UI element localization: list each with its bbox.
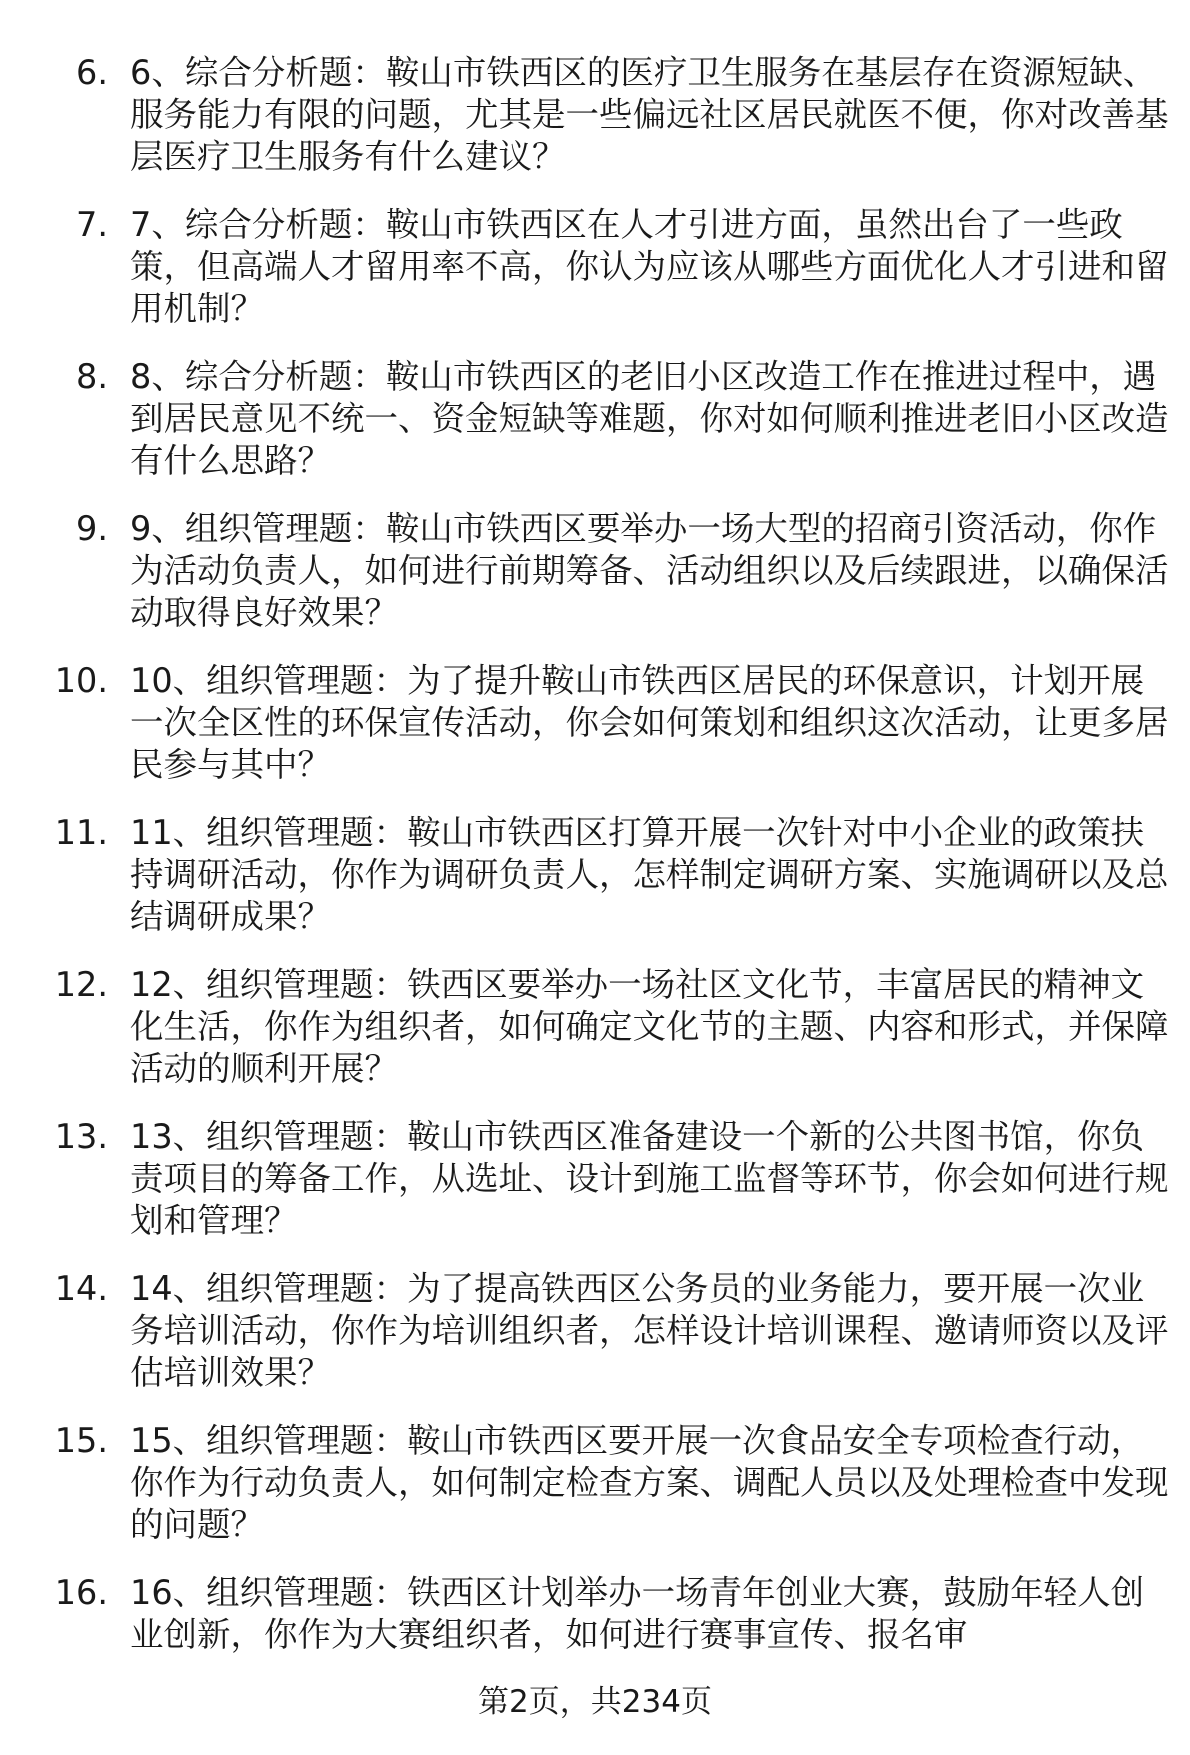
question-item bbox=[0, 1572, 1190, 1656]
question-item bbox=[0, 1268, 1190, 1394]
question-number: 14. bbox=[54, 1269, 108, 1308]
question-item bbox=[0, 964, 1190, 1090]
question-item bbox=[0, 1420, 1190, 1546]
question-item bbox=[0, 356, 1190, 482]
question-text: 9、组织管理题：鞍山市铁西区要举办一场大型的招商引资活动，你作为活动负责人，如何进行前期筹备、活动组织以及后续跟进，以确保活动取得良好效果？ bbox=[130, 509, 1169, 632]
question-text: 13、组织管理题：鞍山市铁西区准备建设一个新的公共图书馆，你负责项目的筹备工作，从选址、设计到施工监督等环节，你会如何进行规划和管理？ bbox=[130, 1117, 1169, 1240]
question-text: 11、组织管理题：鞍山市铁西区打算开展一次针对中小企业的政策扶持调研活动，你作为调研负责人，怎样制定调研方案、实施调研以及总结调研成果？ bbox=[130, 813, 1169, 936]
question-item bbox=[0, 204, 1190, 330]
question-item bbox=[0, 52, 1190, 178]
question-text: 15、组织管理题：鞍山市铁西区要开展一次食品安全专项检查行动，你作为行动负责人，如何制定检查方案、调配人员以及处理检查中发现的问题？ bbox=[130, 1421, 1169, 1544]
question-number: 12. bbox=[54, 965, 108, 1004]
question-number: 15. bbox=[54, 1421, 108, 1460]
question-text: 14、组织管理题：为了提高铁西区公务员的业务能力，要开展一次业务培训活动，你作为培训组织者，怎样设计培训课程、邀请师资以及评估培训效果？ bbox=[130, 1269, 1169, 1392]
question-text: 8、综合分析题：鞍山市铁西区的老旧小区改造工作在推进过程中，遇到居民意见不统一、资金短缺等难题，你对如何顺利推进老旧小区改造有什么思路？ bbox=[130, 357, 1169, 480]
question-number: 8. bbox=[76, 357, 108, 396]
question-text: 6、综合分析题：鞍山市铁西区的医疗卫生服务在基层存在资源短缺、服务能力有限的问题，尤其是一些偏远社区居民就医不便，你对改善基层医疗卫生服务有什么建议？ bbox=[130, 53, 1169, 176]
question-list bbox=[0, 52, 1190, 1682]
question-number: 11. bbox=[54, 813, 108, 852]
question-number: 7. bbox=[76, 205, 108, 244]
question-number: 9. bbox=[76, 509, 108, 548]
page-footer: 第2页，共234页 bbox=[478, 1684, 712, 1720]
question-text: 10、组织管理题：为了提升鞍山市铁西区居民的环保意识，计划开展一次全区性的环保宣传活动，你会如何策划和组织这次活动，让更多居民参与其中？ bbox=[130, 661, 1169, 784]
question-text: 12、组织管理题：铁西区要举办一场社区文化节，丰富居民的精神文化生活，你作为组织者，如何确定文化节的主题、内容和形式，并保障活动的顺利开展？ bbox=[130, 965, 1169, 1088]
question-number: 10. bbox=[54, 661, 108, 700]
question-text: 7、综合分析题：鞍山市铁西区在人才引进方面，虽然出台了一些政策，但高端人才留用率不高，你认为应该从哪些方面优化人才引进和留用机制？ bbox=[130, 205, 1169, 328]
question-item bbox=[0, 660, 1190, 786]
question-number: 16. bbox=[54, 1573, 108, 1612]
question-item bbox=[0, 1116, 1190, 1242]
question-text: 16、组织管理题：铁西区计划举办一场青年创业大赛，鼓励年轻人创业创新，你作为大赛组织者，如何进行赛事宣传、报名审 bbox=[130, 1573, 1145, 1654]
question-item bbox=[0, 812, 1190, 938]
question-number: 6. bbox=[76, 53, 108, 92]
question-number: 13. bbox=[54, 1117, 108, 1156]
question-item bbox=[0, 508, 1190, 634]
